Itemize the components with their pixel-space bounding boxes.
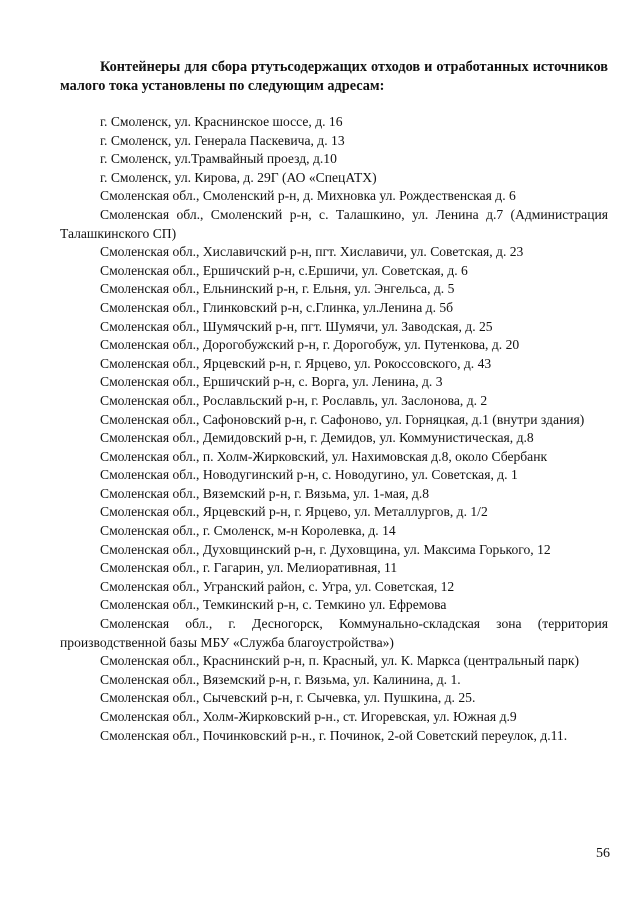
address-item: Смоленская обл., Ярцевский р-н, г. Ярцево, ул. Металлургов, д. 1/2 (100, 504, 488, 520)
address-item: Смоленская обл., Холм-Жирковский р-н., ст. Игоревская, ул. Южная д.9 (100, 709, 517, 724)
address-item: г. Смоленск, ул. Генерала Паскевича, д. 13 (100, 132, 345, 148)
address-item: Смоленская обл., Краснинский р-н, п. Красный, ул. К. Маркса (центральный парк) (100, 653, 579, 669)
address-item: Смоленская обл., Вяземский р-н, г. Вязьма, ул. 1-мая, д.8 (100, 485, 430, 501)
address-item: г. Смоленск, ул. Кирова, д. 29Г (АО «СпецАТХ) (100, 169, 377, 185)
address-item: Смоленская обл., Починковский р-н., г. Починок, 2-ой Советский переулок, д.11. (100, 727, 568, 743)
address-item: Смоленская обл., Глинковский р-н, с.Глинка, ул.Ленина д. 5б (100, 299, 454, 315)
address-item: Смоленская обл., Рославльский р-н, г. Рославль, ул. Заслонова, д. 2 (100, 392, 488, 408)
address-item: г. Смоленск, ул.Трамвайный проезд, д.10 (100, 151, 337, 167)
address-item: Смоленская обл., г. Смоленск, м-н Королевка, д. 14 (100, 523, 396, 539)
address-item: Смоленская обл., Духовщинский р-н, г. Духовщина, ул. Максима Горького, 12 (100, 541, 551, 557)
address-item: Смоленская обл., Смоленский р-н, с. Талашкино, ул. Ленина д.7 (Администрация Талашкинского СП) (60, 206, 608, 241)
address-item: Смоленская обл., Темкинский р-н, с. Темкино ул. Ефремова (100, 597, 447, 613)
page-number: 56 (596, 846, 610, 861)
address-item: Смоленская обл., г. Гагарин, ул. Мелиоративная, 11 (100, 560, 398, 576)
address-item: Смоленская обл., Ярцевский р-н, г. Ярцево, ул. Рокоссовского, д. 43 (100, 355, 492, 371)
address-item: Смоленская обл., Демидовский р-н, г. Демидов, ул. Коммунистическая, д.8 (100, 430, 534, 446)
address-item: Смоленская обл., Новодугинский р-н, с. Новодугино, ул. Советская, д. 1 (100, 467, 518, 483)
address-list (60, 113, 608, 745)
address-item: Смоленская обл., Сычевский р-н, г. Сычевка, ул. Пушкина, д. 25. (100, 690, 476, 706)
address-item: Смоленская обл., Угранский район, с. Угра, ул. Советская, 12 (100, 578, 455, 594)
address-item: Смоленская обл., Вяземский р-н, г. Вязьма, ул. Калинина, д. 1. (100, 671, 461, 687)
address-item: Смоленская обл., Дорогобужский р-н, г. Дорогобуж, ул. Путенкова, д. 20 (100, 337, 520, 353)
address-item: Смоленская обл., п. Холм-Жирковский, ул. Нахимовская д.8, около Сбербанк (100, 448, 548, 464)
address-item: Смоленская обл., Хиславичский р-н, пгт. Хиславичи, ул. Советская, д. 23 (100, 244, 524, 260)
address-item: Смоленская обл., Ершичский р-н, с. Ворга, ул. Ленина, д. 3 (100, 374, 443, 390)
address-item: Смоленская обл., Шумячский р-н, пгт. Шумячи, ул. Заводская, д. 25 (100, 318, 493, 334)
address-item: Смоленская обл., г. Десногорск, Коммунально-складская зона (территория производственной базы МБУ «Служба благоустройства») (60, 616, 608, 650)
address-item: Смоленская обл., Ельнинский р-н, г. Ельня, ул. Энгельса, д. 5 (100, 281, 455, 297)
page-heading: Контейнеры для сбора ртутьсодержащих отходов и отработанных источников малого тока установлены по следующим адресам: (60, 59, 608, 94)
address-item: Смоленская обл., Сафоновский р-н, г. Сафоново, ул. Горняцкая, д.1 (внутри здания) (100, 411, 585, 427)
address-item: Смоленская обл., Смоленский р-н, д. Михновка ул. Рождественская д. 6 (100, 188, 516, 204)
address-item: г. Смоленск, ул. Краснинское шоссе, д. 16 (100, 114, 343, 129)
address-item: Смоленская обл., Ершичский р-н, с.Ершичи, ул. Советская, д. 6 (100, 262, 468, 278)
